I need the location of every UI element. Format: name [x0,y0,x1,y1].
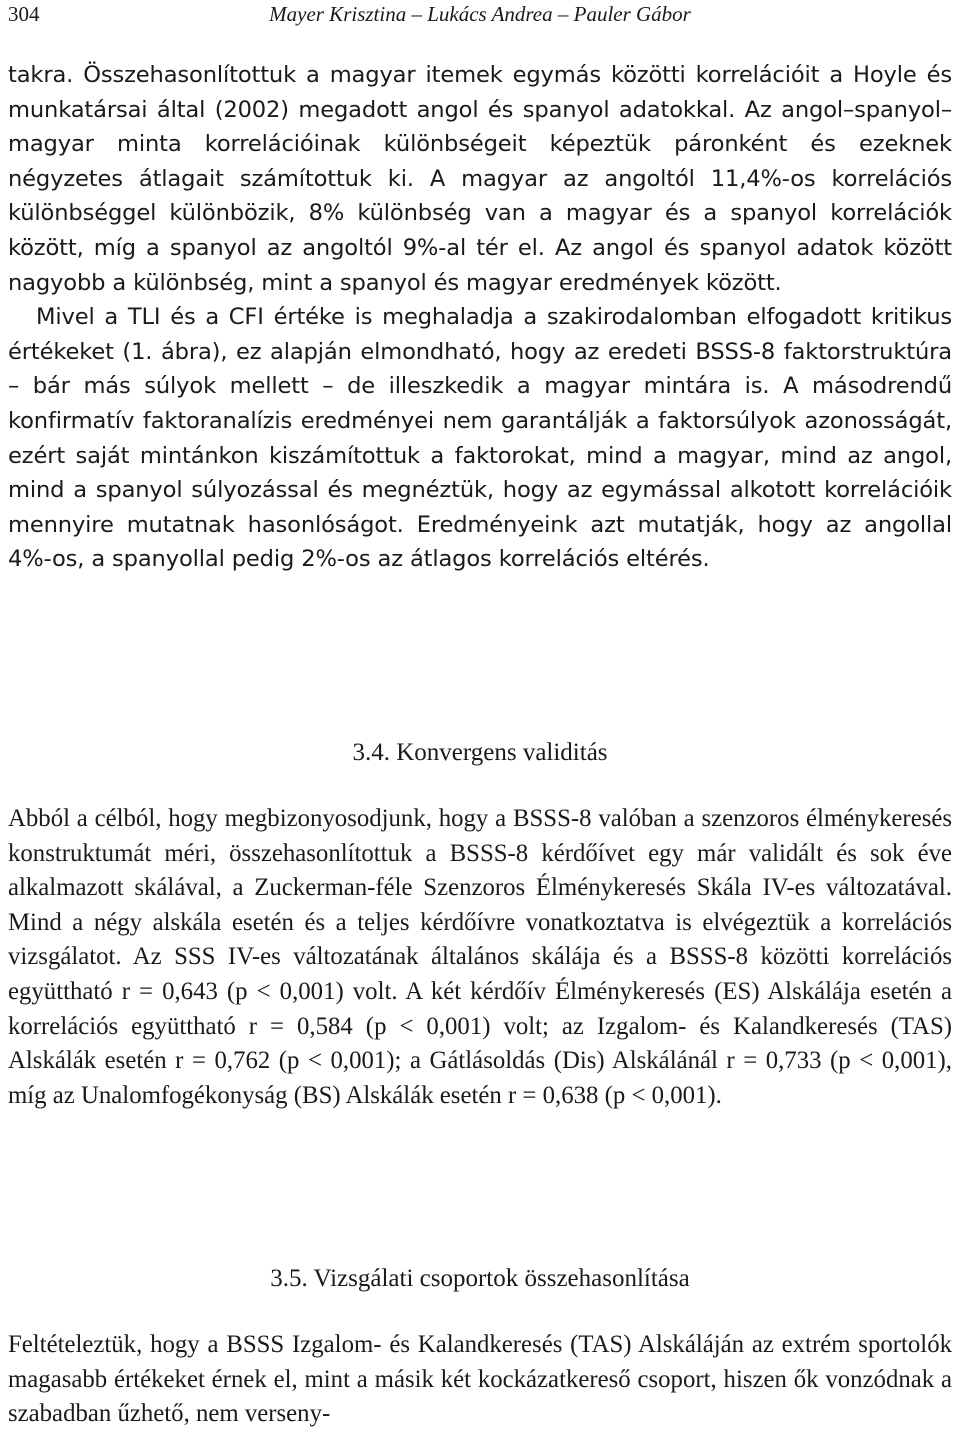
page-number: 304 [8,2,40,26]
group-comparison-text [8,1328,952,1432]
convergent-validity-text [8,802,952,1113]
paragraph-factor-structure: Mivel a TLI és a CFI értéke is meghaladja a szakirodalomban elfogadott kritikus értékeket (1. ábra), ez alapján elmondható, hogy az eredeti BSSS-8 faktorstruktúra – bár más súlyok mellett – de illeszkedik a magyar mintára is. A másodrendű konfirmatív faktoranalízis eredményei nem garantálják a faktorsúlyok azonosságát, ezért saját mintánkon kiszámítottuk a faktorokat, mind a magyar, mind az angol, mind a spanyol súlyozással és megnéztük, hogy az egymással alkotott korrelációik mennyire mutatnak hasonlóságot. Eredményeink azt mutatják, hogy az angollal 4%-os, a spanyollal pedig 2%-os az átlagos korrelációs eltérés. [8,304,952,573]
running-title: Mayer Krisztina – Lukács Andrea – Pauler Gábor [269,2,691,26]
section-heading-group-comparison: 3.5. Vizsgálati csoportok összehasonlítása [270,1265,690,1292]
continuation-text [8,58,952,577]
section-heading-convergent-validity: 3.4. Konvergens validitás [352,739,608,766]
paragraph-group-comparison: Feltételeztük, hogy a BSSS Izgalom- és Kalandkeresés (TAS) Alskáláján az extrém sportolók magasabb értékeket érnek el, mint a másik két kockázatkereső csoport, hiszen ők vonzódnak a szabadban űzhető, nem verseny- [8,1331,952,1428]
running-head [8,0,952,30]
paragraph-convergent-validity: Abból a célból, hogy megbizonyosodjunk, hogy a BSSS-8 valóban a szenzoros élménykeresés konstruktumát méri, összehasonlítottuk a BSSS-8 kérdőívet egy már validált és sok éve alkalmazott skálával, a Zuckerman-féle Szenzoros Élménykeresés Skála IV-es változatával. Mind a négy alskála esetén és a teljes kérdőívre vonatkoztatva is elvégeztük a korrelációs vizsgálatot. Az SSS IV-es változatának általános skálája és a BSSS-8 közötti korrelációs együttható r = 0,643 (p < 0,001) volt. A két kérdőív Élménykeresés (ES) Alskálája esetén a korrelációs együttható r = 0,584 (p < 0,001) volt; az Izgalom- és Kalandkeresés (TAS) Alskálák esetén r = 0,762 (p < 0,001); a Gátlásoldás (Dis) Alskálánál r = 0,733 (p < 0,001), míg az Unalomfogékonyság (BS) Alskálák esetén r = 0,638 (p < 0,001). [8,805,952,1109]
paragraph-correlation-comparison: takra. Összehasonlítottuk a magyar itemek egymás közötti korrelációit a Hoyle és munkatársai által (2002) megadott angol és spanyol adatokkal. Az angol–spanyol–magyar minta korrelációinak különbségeit képeztük páronként és ezeknek négyzetes átlagait számítottuk ki. A magyar az angoltól 11,4%-os korrelációs különbséggel különbözik, 8% különbség van a magyar és a spanyol korrelációk között, míg a spanyol az angoltól 9%-al tér el. Az angol és spanyol adatok között nagyobb a különbség, mint a spanyol és magyar eredmények között. [8,62,952,296]
